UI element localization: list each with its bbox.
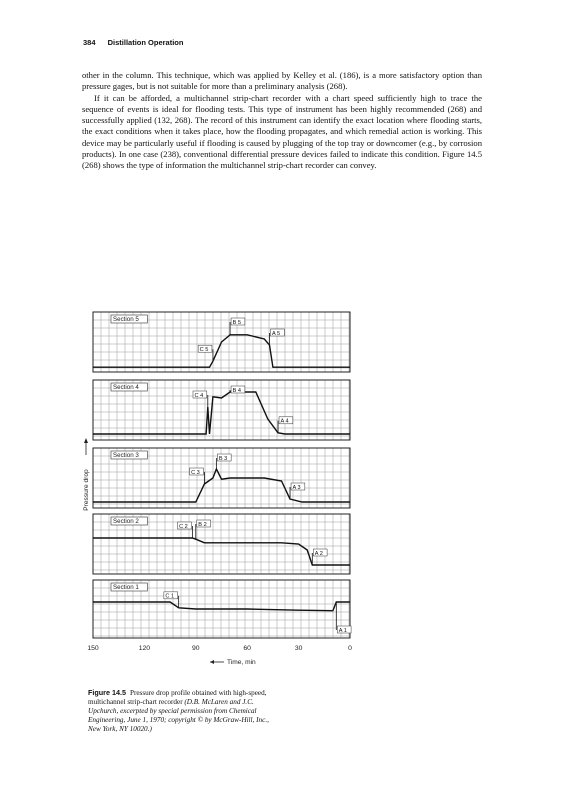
pressure-trace [93,538,350,565]
marker-label: B 3 [218,455,228,462]
x-tick-label: 0 [348,645,352,652]
marker-label: C 2 [179,523,188,530]
pressure-trace [93,469,350,502]
x-tick-label: 120 [138,645,151,652]
caption-label: Figure 14.5 [88,688,126,697]
x-axis-label: Time, min [227,659,256,666]
marker-label: B 2 [198,521,207,528]
marker-label: A 2 [314,550,323,557]
marker-label: C 1 [165,593,175,600]
marker-label: C 3 [191,469,200,476]
caption-title: Pressure drop profile obtained with high-speed, multichannel strip-chart recorder [88,689,267,706]
section-label: Section 3 [113,452,139,459]
pressure-trace [93,602,350,611]
marker-label: A 4 [280,418,289,425]
marker-label: B 4 [232,387,241,394]
marker-label: C 4 [194,392,204,399]
section-label: Section 5 [113,316,139,323]
marker-label: B 5 [232,319,241,326]
marker-label: A 1 [338,627,347,634]
y-axis-label: Pressure drop [83,469,90,511]
pressure-trace [93,335,350,367]
x-tick-label: 60 [243,645,251,652]
marker-label: A 3 [292,484,301,491]
running-title: Distillation Operation [107,38,184,47]
paragraph: If it can be afforded, a multichannel strip-chart recorder with a chart speed sufficiently high to trace the sequence of events is ideal for flooding tests. This type of instrument has been highly recommended (268) and successfully applied (132, 268). The record of this instrument can identify the exact location where flooding starts, the exact conditions when it takes place, how the flooding propagates, and which remedial action is working. This device may be particularly useful if flooding is caused by plugging of the top tray or downcomer (e.g., by corrosion products). In one case (238), conventional differential pressure devices failed to indicate this condition. Figure 14.5 (268) shows the type of information the multichannel strip-chart recorder can convey. [82,92,482,171]
section-label: Section 2 [113,518,139,525]
section-label: Section 4 [113,384,139,391]
paragraph: other in the column. This technique, which was applied by Kelley et al. (186), is a more satisfactory option than pressure gages, but is not suitable for more than a preliminary analysis (268). [82,70,482,92]
pressure-trace [93,392,350,434]
section-label: Section 1 [113,584,139,591]
x-tick-label: 30 [294,645,303,652]
x-tick-label: 150 [87,645,99,652]
x-axis-arrowhead [210,660,214,664]
page-number: 384 [83,38,96,47]
x-tick-label: 90 [192,645,200,652]
y-axis-arrowhead [84,438,88,443]
marker-label: C 5 [199,347,209,353]
figure-caption [88,688,276,734]
caption-credit: (D.B. McLaren and J.C. Upchurch, excerpted by special permission from Chemical Engineering, June 1, 1970; copyright © by McGraw-Hill, Inc., New York, NY 10020.) [88,698,269,733]
marker-label: A 5 [271,330,281,337]
